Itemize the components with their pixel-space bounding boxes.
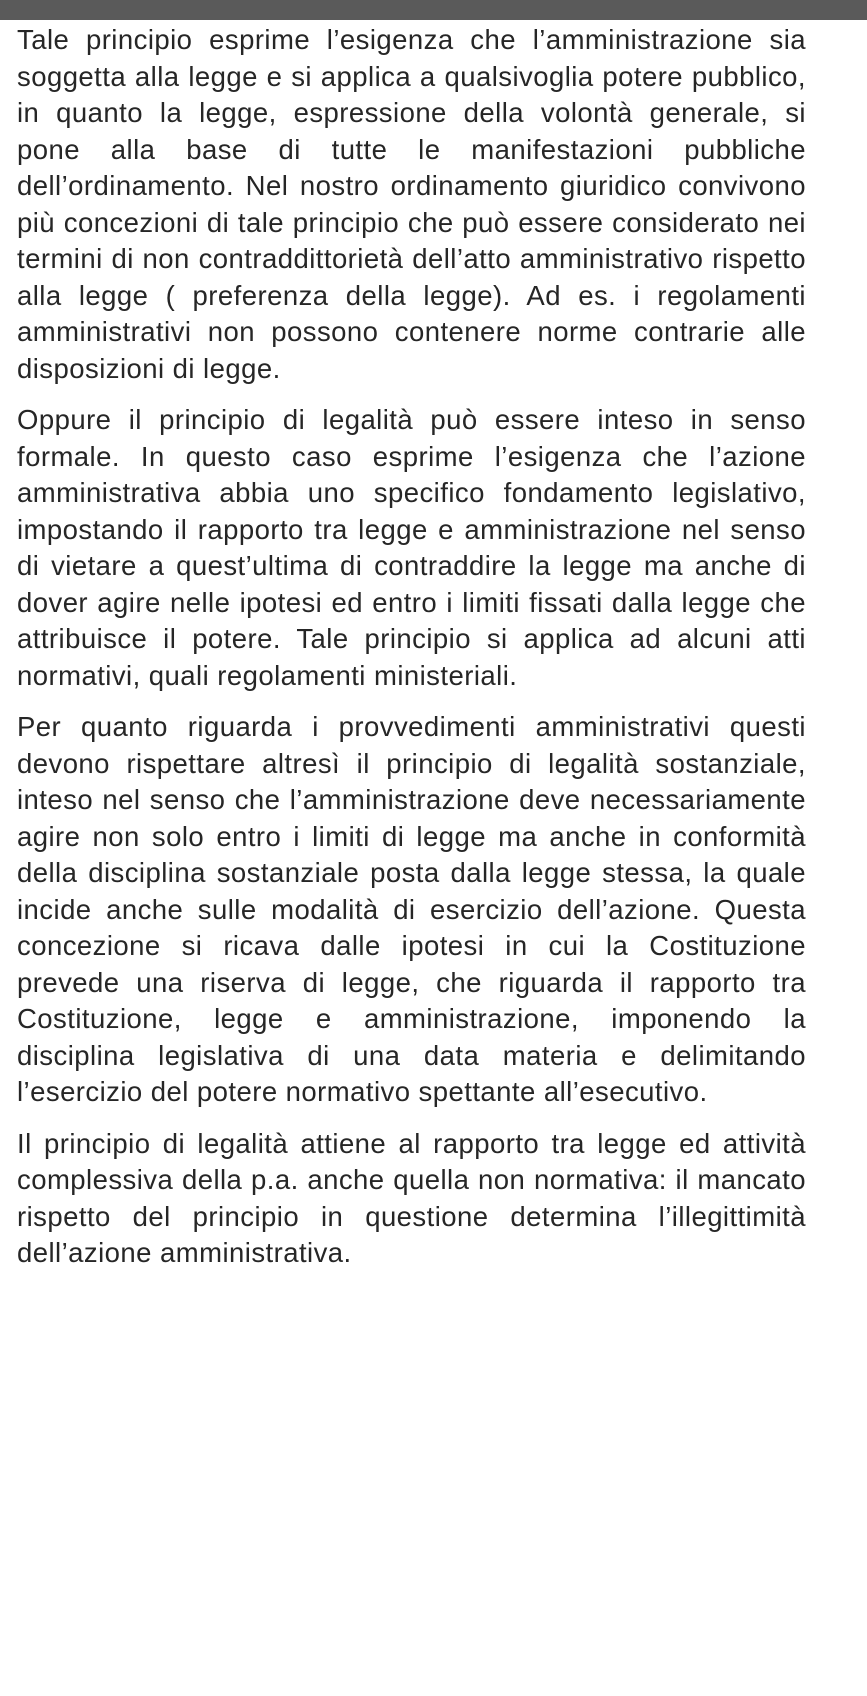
paragraph-4: Il principio di legalità attiene al rapporto tra legge ed attività complessiva della p.a. anche quella non normativa: il mancato rispetto del principio in questione determina l’illegittimità dell’azione amministrativa. <box>17 1127 806 1268</box>
paragraph-1: Tale principio esprime l’esigenza che l’amministrazione sia soggetta alla legge e si applica a qualsivoglia potere pubblico, in quanto la legge, espressione della volontà generale, si pone alla base di tutte le manifestazioni pubbliche dell’ordinamento. Nel nostro ordinamento giuridico convivono più concezioni di tale principio che può essere considerato nei termini di non contraddittorietà dell’atto amministrativo rispetto alla legge ( preferenza della legge). Ad es. i regolamenti amministrativi non possono contenere norme contrarie alle disposizioni di legge. <box>17 24 806 384</box>
document-body <box>17 22 806 1272</box>
paragraph-2: Oppure il principio di legalità può essere inteso in senso formale. In questo caso esprime l’esigenza che l’azione amministrativa abbia uno specifico fondamento legislativo, impostando il rapporto tra legge e amministrazione nel senso di vietare a quest’ultima di contraddire la legge ma anche di dover agire nelle ipotesi ed entro i limiti fissati dalla legge che attribuisce il potere. Tale principio si applica ad alcuni atti normativi, quali regolamenti ministeriali. <box>17 404 806 691</box>
paragraph-3: Per quanto riguarda i provvedimenti amministrativi questi devono rispettare altresì il principio di legalità sostanziale, inteso nel senso che l’amministrazione deve necessariamente agire non solo entro i limiti di legge ma anche in conformità della disciplina sostanziale posta dalla legge stessa, la quale incide anche sulle modalità di esercizio dell’azione. Questa concezione si ricava dalle ipotesi in cui la Costituzione prevede una riserva di legge, che riguarda il rapporto tra Costituzione, legge e amministrazione, imponendo la disciplina legislativa di una data materia e delimitando l’esercizio del potere normativo spettante all’esecutivo. <box>17 711 806 1107</box>
top-status-bar <box>0 0 867 20</box>
